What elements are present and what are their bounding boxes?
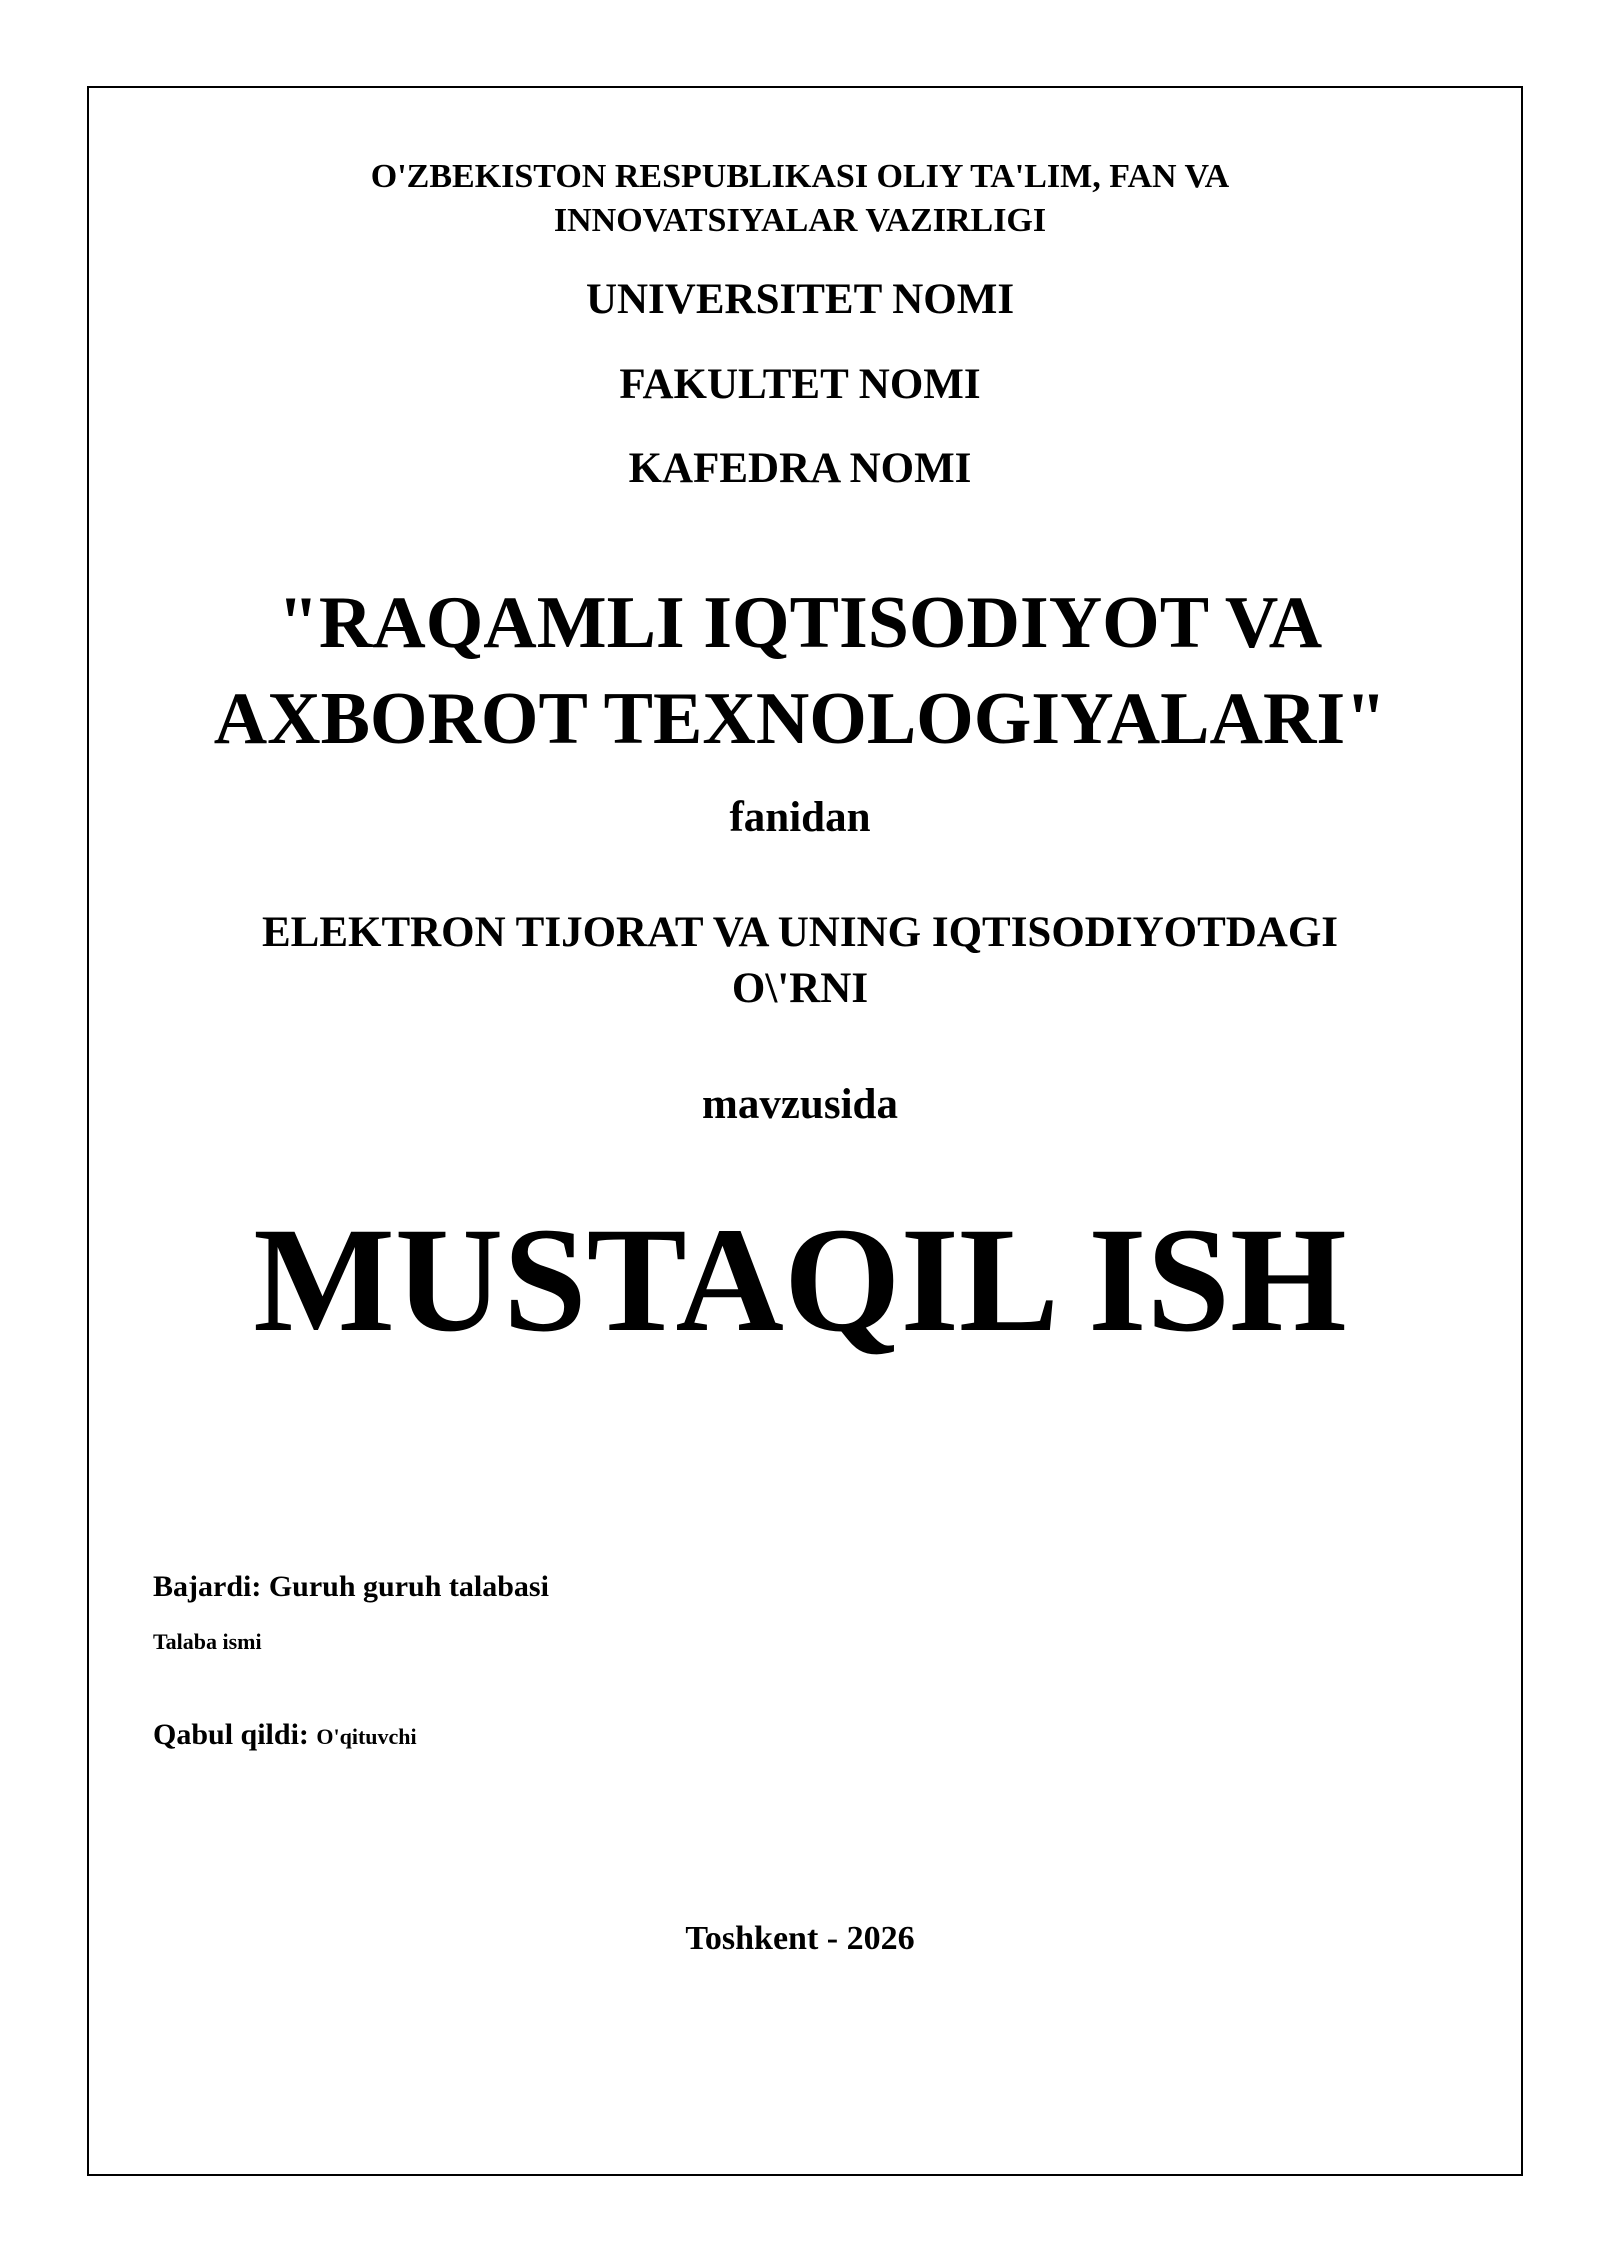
city-year: Toshkent - 2026 xyxy=(685,1920,915,1957)
department-name: KAFEDRA NOMI xyxy=(628,445,972,492)
accepted-by-label: Qabul qildi: xyxy=(153,1718,309,1751)
student-name: Talaba ismi xyxy=(153,1629,262,1654)
topic-line-2: O\'RNI xyxy=(731,965,869,1012)
faculty-name: FAKULTET NOMI xyxy=(619,361,981,408)
ministry-line-2: INNOVATSIYALAR VAZIRLIGI xyxy=(553,202,1047,239)
topic-line-1: ELEKTRON TIJORAT VA UNING IQTISODIYOTDAGI xyxy=(261,909,1339,956)
ministry-line-1: O'ZBEKISTON RESPUBLIKASI OLIY TA'LIM, FAN VA xyxy=(370,158,1230,195)
topic-suffix: mavzusida xyxy=(702,1081,898,1128)
document-type-title: MUSTAQIL ISH xyxy=(253,1197,1347,1363)
teacher-name: O'qituvchi xyxy=(316,1724,417,1749)
university-name: UNIVERSITET NOMI xyxy=(585,276,1015,323)
subject-line-1: "RAQAMLI IQTISODIYOT VA xyxy=(277,582,1323,664)
performed-by: Bajardi: Guruh guruh talabasi xyxy=(153,1570,549,1603)
topic-title xyxy=(0,905,1600,1017)
subject-title xyxy=(0,575,1600,767)
accepted-by xyxy=(153,1715,417,1757)
ministry-heading xyxy=(0,155,1600,243)
subject-suffix: fanidan xyxy=(729,794,871,841)
subject-line-2: AXBOROT TEXNOLOGIYALARI" xyxy=(213,678,1387,760)
